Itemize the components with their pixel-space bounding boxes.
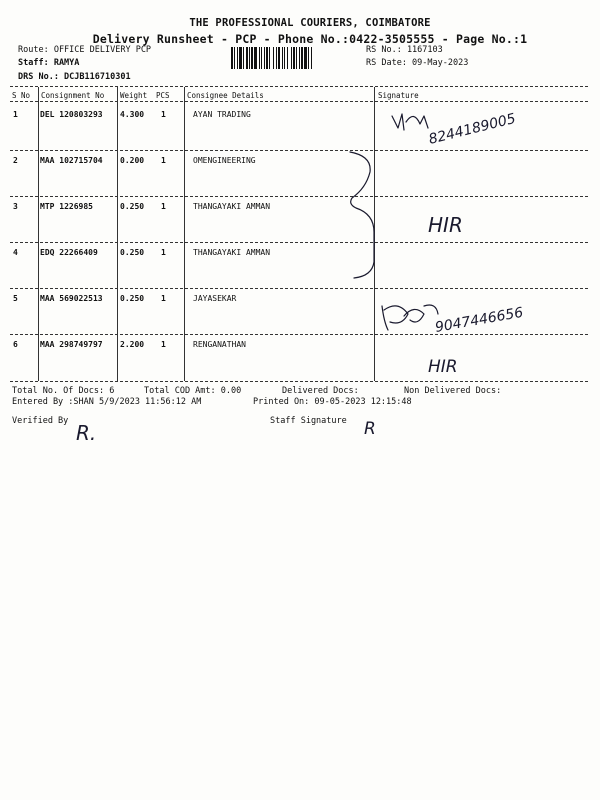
handwritten-phone-1: 8244189005 bbox=[427, 110, 518, 148]
staff-label: Staff: RAMYA bbox=[18, 58, 80, 68]
row-pcs: 1 bbox=[161, 294, 166, 303]
row-sno: 6 bbox=[13, 340, 18, 349]
row-sno: 4 bbox=[13, 248, 18, 257]
verified-by-label: Verified By bbox=[12, 416, 69, 426]
drs-number: DRS No.: DCJB116710301 bbox=[18, 72, 131, 82]
row-consignee: OMENGINEERING bbox=[193, 156, 256, 165]
staff-signature-label: Staff Signature bbox=[270, 416, 347, 426]
row-consignment: EDQ 22266409 bbox=[40, 248, 98, 257]
row-consignee: THANGAYAKI AMMAN bbox=[193, 202, 271, 211]
col-header-consignment: Consignment No bbox=[41, 91, 105, 100]
col-header-signature: Signature bbox=[378, 91, 419, 100]
col-header-pcs: PCS bbox=[156, 91, 170, 100]
handwritten-phone-2: 9047446656 bbox=[433, 304, 525, 336]
handwritten-hir-1: HIR bbox=[428, 213, 463, 237]
total-cod-amount: Total COD Amt: 0.00 bbox=[144, 386, 242, 396]
row-pcs: 1 bbox=[161, 110, 166, 119]
row-consignment: MAA 298749797 bbox=[40, 340, 103, 349]
rs-date: RS Date: 09-May-2023 bbox=[366, 58, 469, 68]
row-pcs: 1 bbox=[161, 202, 166, 211]
handwritten-hir-2: HIR bbox=[428, 357, 458, 377]
runsheet-title: Delivery Runsheet - PCP - Phone No.:0422-3505555 - Page No.:1 bbox=[92, 32, 528, 46]
row-consignee: RENGANATHAN bbox=[193, 340, 246, 349]
rs-number: RS No.: 1167103 bbox=[366, 45, 443, 55]
row-consignee: JAYASEKAR bbox=[193, 294, 237, 303]
row-consignment: DEL 120803293 bbox=[40, 110, 103, 119]
row-pcs: 1 bbox=[161, 248, 166, 257]
row-weight: 0.250 bbox=[120, 294, 145, 303]
signature-scribble bbox=[392, 114, 428, 130]
row-weight: 2.200 bbox=[120, 340, 145, 349]
delivered-docs: Delivered Docs: bbox=[282, 386, 359, 396]
row-weight: 0.250 bbox=[120, 248, 145, 257]
company-title: THE PROFESSIONAL COURIERS, COIMBATORE bbox=[189, 17, 431, 29]
bracket-mark bbox=[350, 152, 374, 278]
row-sno: 5 bbox=[13, 294, 18, 303]
handwritten-staff-initial: R bbox=[364, 419, 376, 439]
row-pcs: 1 bbox=[161, 156, 166, 165]
row-consignment: MAA 569022513 bbox=[40, 294, 103, 303]
row-weight: 0.200 bbox=[120, 156, 145, 165]
row-consignee: AYAN TRADING bbox=[193, 110, 251, 119]
route-label: Route: OFFICE DELIVERY PCP bbox=[18, 45, 152, 55]
signature-scribble bbox=[382, 305, 438, 330]
row-pcs: 1 bbox=[161, 340, 166, 349]
row-weight: 0.250 bbox=[120, 202, 145, 211]
handwritten-verified-initial: R. bbox=[76, 421, 97, 445]
row-consignee: THANGAYAKI AMMAN bbox=[193, 248, 271, 257]
col-header-weight: Weight bbox=[120, 91, 148, 100]
entered-by: Entered By :SHAN 5/9/2023 11:56:12 AM bbox=[12, 397, 202, 407]
total-docs: Total No. Of Docs: 6 bbox=[12, 386, 115, 396]
row-weight: 4.300 bbox=[120, 110, 145, 119]
row-consignment: MTP 1226985 bbox=[40, 202, 93, 211]
row-sno: 1 bbox=[13, 110, 18, 119]
non-delivered-docs: Non Delivered Docs: bbox=[404, 386, 502, 396]
col-header-consignee: Consignee Details bbox=[187, 91, 264, 100]
row-sno: 3 bbox=[13, 202, 18, 211]
col-header-sno: S No bbox=[12, 91, 31, 100]
row-consignment: MAA 102715704 bbox=[40, 156, 103, 165]
row-sno: 2 bbox=[13, 156, 18, 165]
printed-on: Printed On: 09-05-2023 12:15:48 bbox=[253, 397, 412, 407]
